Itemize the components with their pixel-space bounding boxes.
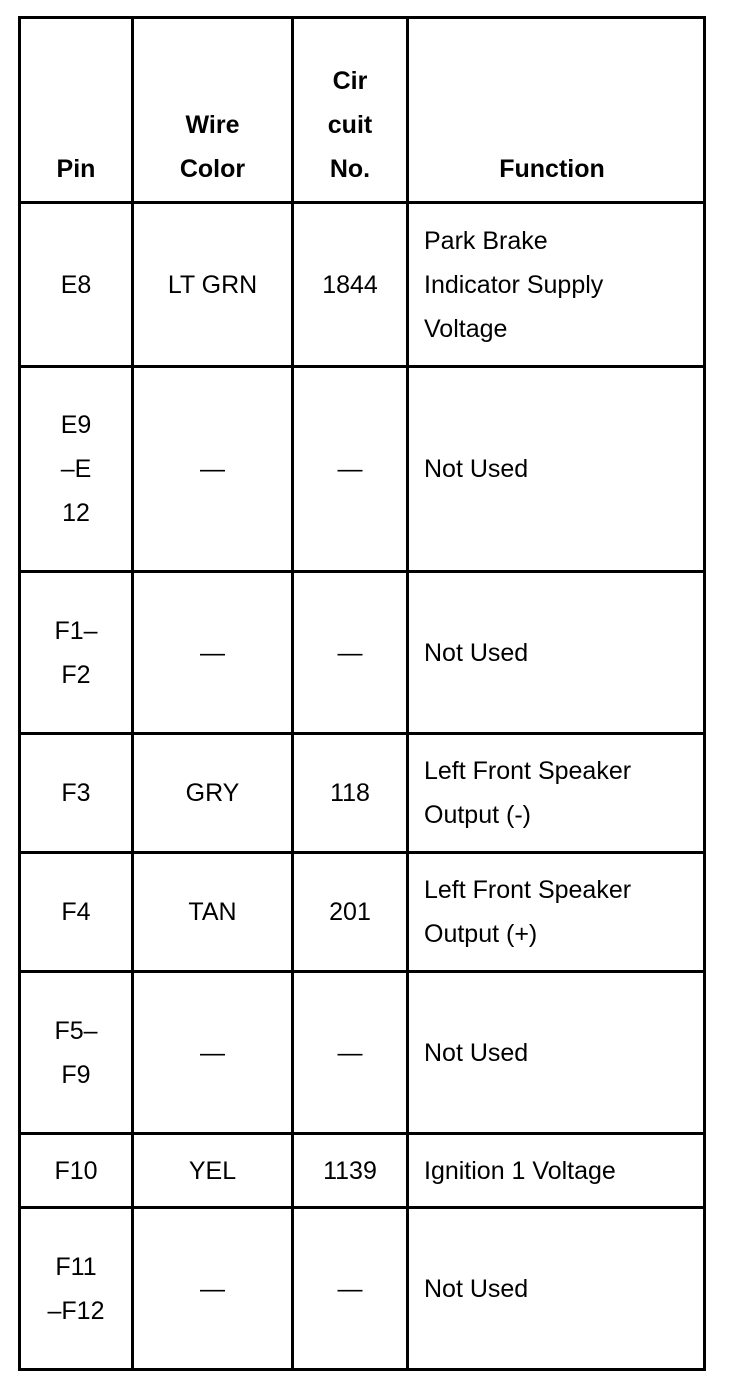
circuit-no-cell: 201: [293, 853, 408, 972]
table-row: [20, 572, 705, 734]
circuit-no-cell: —: [293, 367, 408, 572]
circuit-no-cell: 1844: [293, 203, 408, 367]
header-circuit-no-line: No.: [329, 155, 371, 183]
table-row: [20, 734, 705, 853]
header-wire-color-line: Wire: [185, 111, 240, 139]
function-cell-line: Output (-): [424, 801, 531, 829]
pin-cell: [20, 853, 133, 972]
header-circuit-no-line: Cir: [332, 67, 368, 95]
wire-color-cell: —: [133, 972, 293, 1134]
table-row: [20, 203, 705, 367]
table-body: [20, 203, 705, 1370]
pin-cell: [20, 572, 133, 734]
wire-color-cell: GRY: [133, 734, 293, 853]
function-cell: [408, 734, 705, 853]
wire-color-cell: LT GRN: [133, 203, 293, 367]
function-cell: [408, 972, 705, 1134]
pin-cell-line: F1–: [54, 616, 98, 645]
table-header-row: [20, 18, 705, 203]
wire-color-cell: —: [133, 367, 293, 572]
circuit-no-cell: 1139: [293, 1134, 408, 1208]
pin-cell: [20, 1134, 133, 1208]
function-cell-line: Left Front Speaker: [424, 876, 632, 904]
function-cell: [408, 1134, 705, 1208]
circuit-no-cell: —: [293, 1208, 408, 1370]
table-row: [20, 972, 705, 1134]
header-function-label: Function: [499, 155, 605, 183]
function-cell: [408, 203, 705, 367]
function-cell-line: Output (+): [424, 920, 538, 948]
pin-cell-line: F3: [61, 779, 91, 807]
header-wire-color: [133, 18, 293, 203]
table-row: [20, 1208, 705, 1370]
header-pin-label: Pin: [56, 155, 96, 183]
header-function: [408, 18, 705, 203]
function-cell-line: Voltage: [424, 314, 508, 343]
header-circuit-no-line: cuit: [327, 111, 373, 139]
pin-cell-line: –F12: [47, 1296, 105, 1325]
pin-cell: [20, 203, 133, 367]
function-cell-line: Park Brake: [424, 226, 548, 255]
circuit-no-cell: —: [293, 572, 408, 734]
function-cell-line: Left Front Speaker: [424, 757, 632, 785]
function-cell: [408, 572, 705, 734]
function-cell-line: Ignition 1 Voltage: [424, 1156, 616, 1185]
header-wire-color-line: Color: [179, 155, 246, 183]
function-cell-line: Not Used: [424, 1274, 529, 1303]
pin-cell-line: F4: [61, 898, 91, 926]
table-row: [20, 1134, 705, 1208]
pin-cell-line: F5–: [54, 1016, 98, 1045]
function-cell: [408, 367, 705, 572]
function-cell-line: Not Used: [424, 455, 529, 483]
wire-color-cell: —: [133, 1208, 293, 1370]
pinout-table: [18, 16, 706, 1371]
function-cell-line: Not Used: [424, 638, 529, 667]
pin-cell: [20, 734, 133, 853]
circuit-no-cell: —: [293, 972, 408, 1134]
function-cell: [408, 1208, 705, 1370]
wire-color-cell: TAN: [133, 853, 293, 972]
pin-cell: [20, 367, 133, 572]
header-circuit-no: [293, 18, 408, 203]
pin-cell-line: F9: [61, 1060, 91, 1089]
pin-cell-line: F11: [55, 1252, 97, 1281]
pin-cell: [20, 1208, 133, 1370]
function-cell-line: Indicator Supply: [424, 270, 604, 299]
pin-cell-line: 12: [62, 499, 90, 527]
pin-cell-line: E9: [60, 411, 92, 439]
pin-cell-line: F10: [54, 1156, 98, 1185]
table-row: [20, 853, 705, 972]
wire-color-cell: —: [133, 572, 293, 734]
function-cell: [408, 853, 705, 972]
pin-cell: [20, 972, 133, 1134]
function-cell-line: Not Used: [424, 1038, 529, 1067]
circuit-no-cell: 118: [293, 734, 408, 853]
table-row: [20, 367, 705, 572]
pin-cell-line: –E: [60, 455, 92, 483]
wire-color-cell: YEL: [133, 1134, 293, 1208]
pin-cell-line: F2: [61, 660, 91, 689]
header-pin: [20, 18, 133, 203]
pin-cell-line: E8: [60, 270, 92, 299]
